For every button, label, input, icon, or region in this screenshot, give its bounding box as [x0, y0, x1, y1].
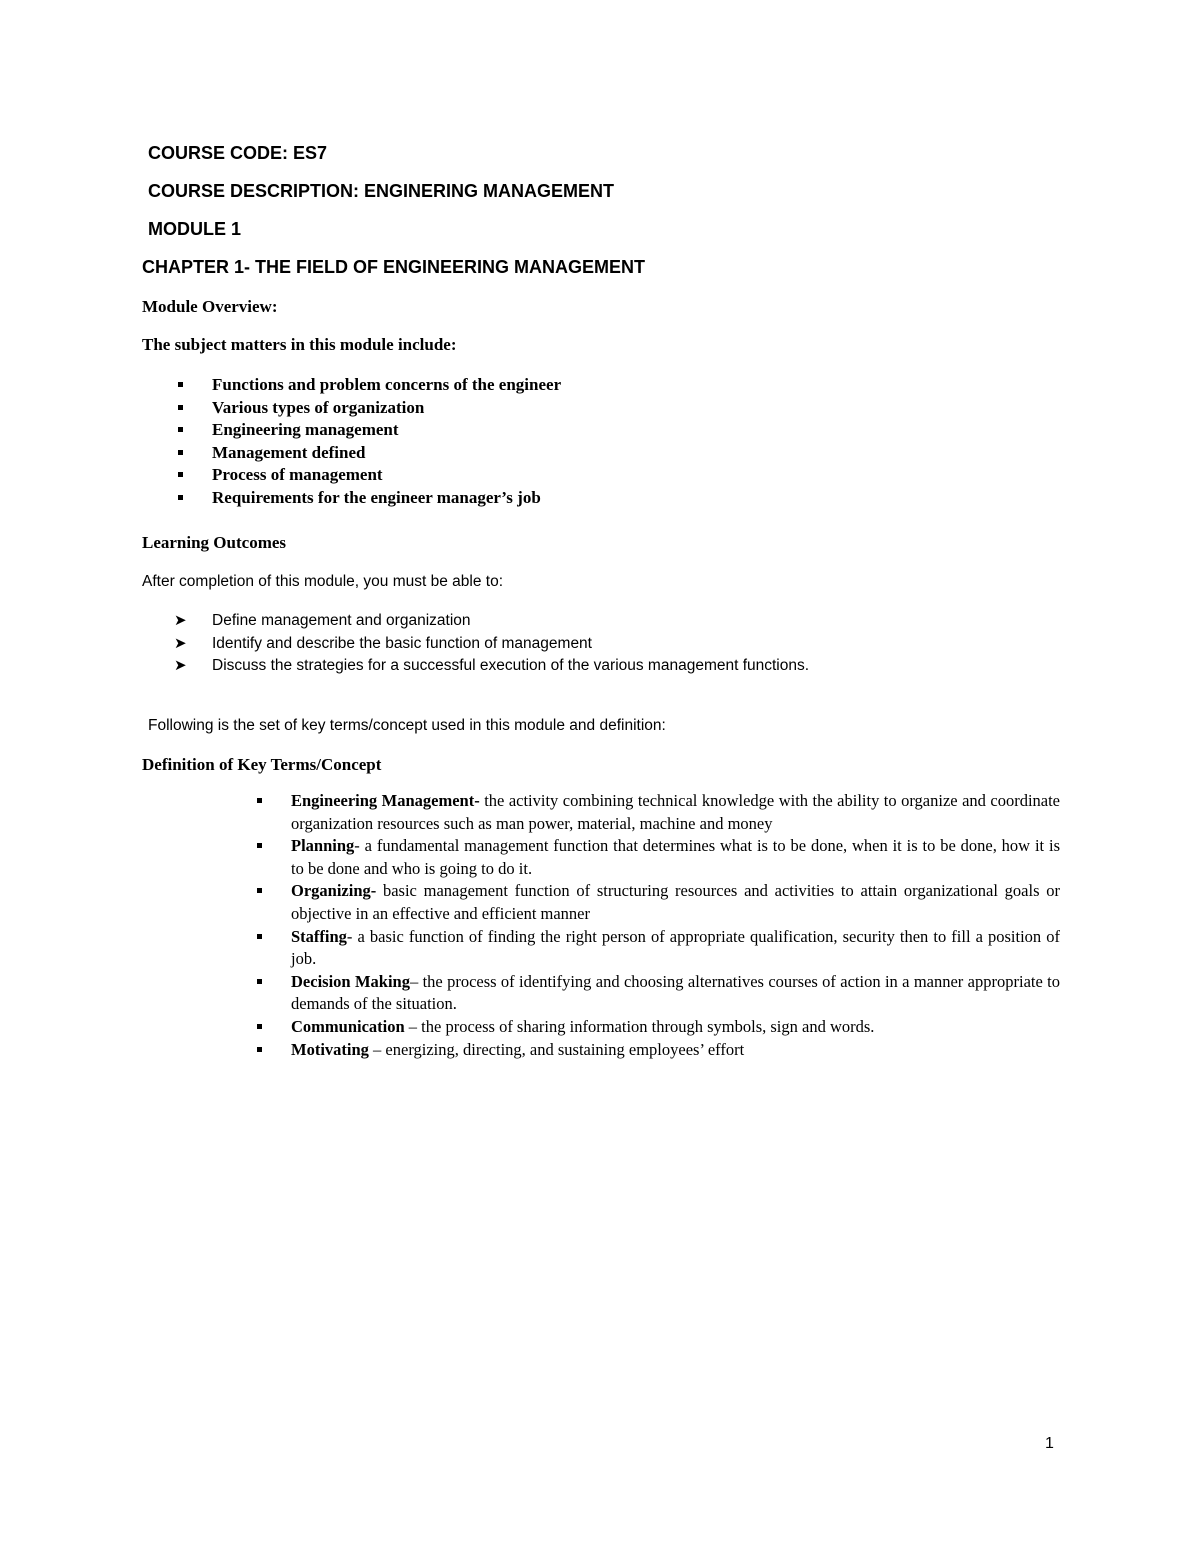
arrow-bullet-icon: ➤ [174, 612, 187, 629]
square-bullet-icon [257, 888, 262, 893]
outcomes-list [172, 610, 809, 678]
topics-list [172, 374, 561, 510]
term-name: Motivating [291, 1039, 369, 1059]
list-item: Various types of organization [172, 397, 561, 420]
square-bullet-icon [178, 427, 183, 432]
square-bullet-icon [257, 934, 262, 939]
key-terms-intro: Following is the set of key terms/concept used in this module and definition: [148, 717, 666, 734]
arrow-bullet-icon: ➤ [174, 657, 187, 675]
term-definition: - a basic function of finding the right person of appropriate qualification, security then to fill a position of job. [291, 926, 1060, 969]
overview-intro: The subject matters in this module include: [142, 335, 457, 354]
list-item: ➤ Define management and organization [172, 610, 809, 633]
square-bullet-icon [257, 1024, 262, 1029]
list-item [252, 880, 1060, 925]
key-terms-heading: Definition of Key Terms/Concept [142, 755, 382, 774]
square-bullet-icon [178, 382, 183, 387]
square-bullet-icon [257, 843, 262, 848]
learning-outcomes-heading: Learning Outcomes [142, 533, 287, 552]
square-bullet-icon [178, 495, 183, 500]
term-name: Decision Making [291, 971, 410, 991]
square-bullet-icon [178, 472, 183, 477]
list-item: ➤ Discuss the strategies for a successful execution of the various management functions. [172, 655, 809, 678]
term-definition: – the process of sharing information through symbols, sign and words. [404, 1016, 875, 1036]
list-item: Process of management [172, 464, 561, 487]
list-item [252, 926, 1060, 971]
term-definition: basic management function of structuring resources and activities to attain organizational goals or objective in an effective and efficient manner [291, 881, 1060, 923]
square-bullet-icon [178, 450, 183, 455]
list-item: Requirements for the engineer manager’s job [172, 487, 561, 510]
term-name: Communication [291, 1016, 405, 1036]
list-item [252, 790, 1060, 835]
term-name: Staffing [291, 926, 347, 946]
term-name: Engineering Management- [291, 791, 480, 810]
term-definition: the activity combining technical knowledge with the ability to organize and coordinate organization resources such as man power, material, machine and money [291, 791, 1061, 833]
term-name: Organizing- [291, 881, 377, 901]
list-item [252, 1016, 1060, 1039]
square-bullet-icon [257, 979, 262, 984]
list-item: Management defined [172, 442, 561, 465]
list-item [252, 971, 1060, 1016]
list-item: Engineering management [172, 419, 561, 442]
learning-outcomes-intro: After completion of this module, you must be able to: [142, 573, 503, 590]
list-item [252, 835, 1060, 880]
term-name: Planning [291, 836, 355, 856]
chapter-title: CHAPTER 1- THE FIELD OF ENGINEERING MANAGEMENT [142, 257, 646, 277]
list-item: ➤ Identify and describe the basic function of management [172, 633, 809, 656]
course-code: COURSE CODE: ES7 [148, 143, 328, 163]
course-description: COURSE DESCRIPTION: ENGINERING MANAGEMENT [148, 181, 615, 201]
list-item [252, 1039, 1060, 1062]
term-definition: - a fundamental management function that determines what is to be done, when it is to be done, how it is to be done and who is going to do it. [291, 836, 1060, 878]
module-overview-heading: Module Overview: [142, 297, 278, 316]
term-definition: – energizing, directing, and sustaining employees’ effort [368, 1039, 745, 1059]
square-bullet-icon [257, 798, 262, 803]
term-definition: – the process of identifying and choosing alternatives courses of action in a manner appropriate to demands of the situation. [291, 971, 1060, 1014]
page-number: 1 [1045, 1435, 1054, 1452]
list-item: Functions and problem concerns of the engineer [172, 374, 561, 397]
square-bullet-icon [178, 405, 183, 410]
arrow-bullet-icon: ➤ [174, 634, 187, 652]
key-terms-list [252, 790, 1060, 1061]
square-bullet-icon [257, 1047, 262, 1052]
module-title: MODULE 1 [148, 219, 242, 239]
